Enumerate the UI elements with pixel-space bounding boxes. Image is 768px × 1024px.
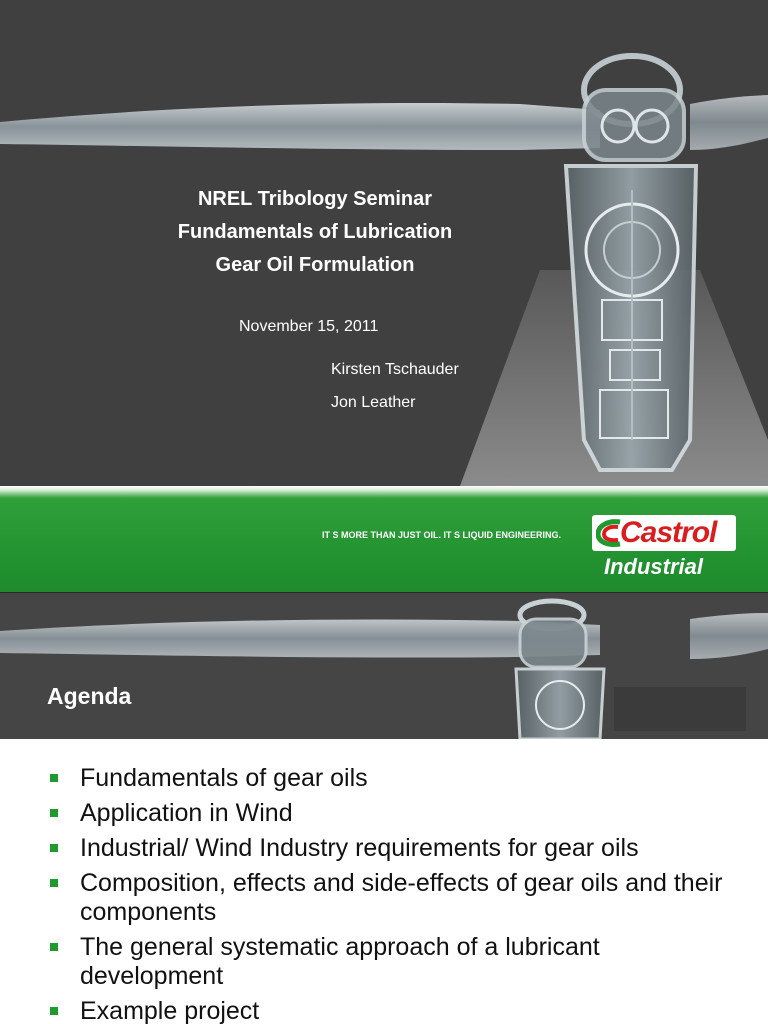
bullet-icon (50, 774, 58, 782)
agenda-list (47, 764, 747, 1024)
list-item (47, 799, 747, 828)
author-name: Kirsten Tschauder (331, 361, 459, 378)
list-item-text: Composition, effects and side-effects of gear oils and their components (80, 869, 723, 926)
bullet-icon (50, 809, 58, 817)
title-line: NREL Tribology Seminar (197, 188, 433, 210)
list-item-text: Fundamentals of gear oils (80, 764, 368, 792)
bullet-icon (50, 844, 58, 852)
brand-tagline: IT S MORE THAN JUST OIL. IT S LIQUID ENGINEERING. (322, 530, 562, 540)
list-item (47, 997, 747, 1024)
list-item-text: Industrial/ Wind Industry requirements for gear oils (80, 834, 639, 862)
title-line: Gear Oil Formulation (215, 254, 415, 276)
castrol-logo-text: Castrol (620, 516, 717, 549)
author-name: Jon Leather (331, 394, 416, 411)
list-item (47, 834, 747, 863)
header-dark-rectangle (614, 687, 746, 731)
presentation-title (130, 183, 500, 282)
presentation-date: November 15, 2011 (239, 318, 379, 335)
list-item-text: Application in Wind (80, 799, 293, 827)
bullet-icon (50, 1007, 58, 1015)
page-title: Agenda (47, 683, 132, 709)
list-item (47, 933, 747, 991)
list-item-text: Example project (80, 997, 260, 1024)
bullet-icon (50, 943, 58, 951)
agenda-header (0, 592, 768, 739)
title-line: Fundamentals of Lubrication (177, 221, 453, 243)
list-item (47, 869, 747, 927)
list-item-text: The general systematic approach of a lubricant development (80, 933, 600, 990)
list-item (47, 764, 747, 793)
agenda-slide (0, 592, 768, 1024)
industrial-logo-text: Industrial (604, 554, 704, 579)
bullet-icon (50, 879, 58, 887)
